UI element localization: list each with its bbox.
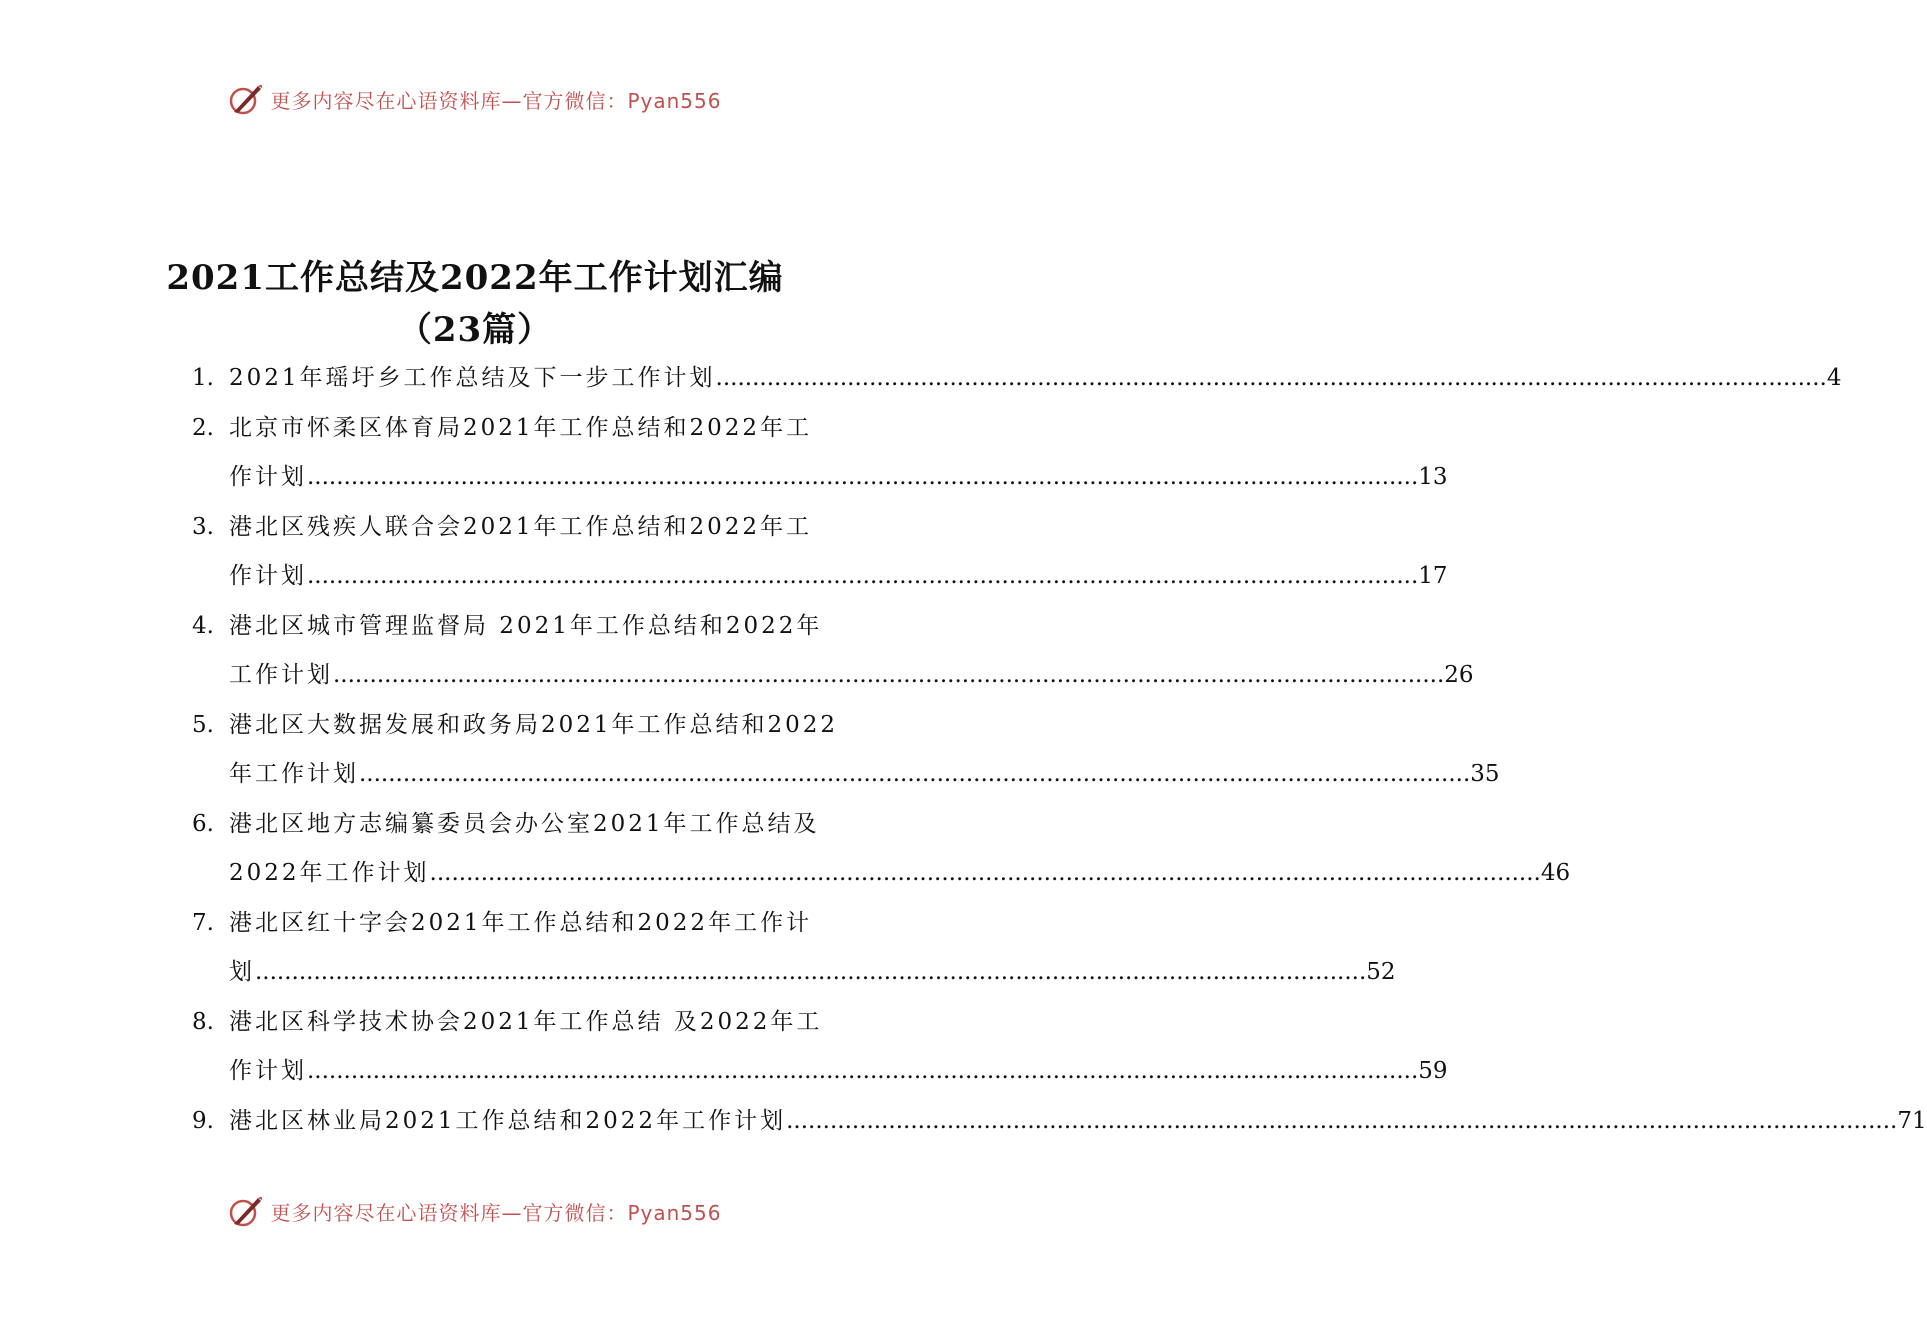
toc-title-continued: 作计划 xyxy=(229,563,307,589)
toc-title: 北京市怀柔区体育局2021年工作总结和2022年工 xyxy=(229,414,813,441)
toc-page-number: 17 xyxy=(1418,563,1448,589)
toc-number: 7. xyxy=(192,909,214,936)
banner-text: 更多内容尽在心语资料库—官方微信：Pyan556 xyxy=(270,1200,722,1225)
toc-page-number: 13 xyxy=(1418,464,1448,490)
leader-dots xyxy=(333,651,1444,701)
toc-title: 港北区城市管理监督局 2021年工作总结和2022年 xyxy=(229,612,823,639)
leader-dots xyxy=(786,1097,1897,1147)
toc-entry[interactable] xyxy=(192,503,1448,602)
toc-entry[interactable] xyxy=(192,1097,1927,1147)
toc-entry[interactable] xyxy=(192,354,1842,404)
toc-entry[interactable] xyxy=(192,602,1474,701)
toc-title-continued: 年工作计划 xyxy=(229,761,359,787)
toc-entry[interactable] xyxy=(192,899,1396,998)
toc-title: 港北区林业局2021工作总结和2022年工作计划 xyxy=(229,1107,787,1134)
toc-number: 3. xyxy=(192,513,214,540)
toc-title-continued: 划 xyxy=(229,959,255,985)
toc-title: 2021年瑶圩乡工作总结及下一步工作计划 xyxy=(229,365,716,391)
leader-dots xyxy=(430,849,1541,899)
toc-title-continued: 2022年工作计划 xyxy=(229,860,430,886)
leader-dots xyxy=(255,948,1366,998)
table-of-contents xyxy=(192,354,1927,1146)
toc-page-number: 35 xyxy=(1470,761,1500,787)
footer-banner xyxy=(0,1194,950,1228)
toc-page-number: 26 xyxy=(1444,662,1474,688)
toc-page-number: 71 xyxy=(1897,1107,1927,1134)
header-banner xyxy=(0,82,950,116)
toc-title: 港北区地方志编纂委员会办公室2021年工作总结及 xyxy=(229,810,820,837)
leader-dots xyxy=(307,552,1418,602)
toc-number: 2. xyxy=(192,414,214,441)
toc-entry[interactable] xyxy=(192,701,1500,800)
toc-page-number: 46 xyxy=(1540,860,1571,886)
leader-dots xyxy=(307,1047,1418,1097)
leader-dots xyxy=(359,750,1470,800)
toc-number: 6. xyxy=(192,810,214,837)
leader-dots xyxy=(307,453,1418,503)
toc-title: 港北区科学技术协会2021年工作总结 及2022年工 xyxy=(229,1008,823,1035)
toc-number: 1. xyxy=(192,365,214,391)
toc-number: 9. xyxy=(192,1107,214,1134)
quill-pen-logo-icon xyxy=(228,82,264,116)
toc-title-continued: 作计划 xyxy=(229,464,307,490)
toc-number: 8. xyxy=(192,1008,214,1035)
toc-page-number: 4 xyxy=(1826,365,1842,391)
quill-pen-logo-icon xyxy=(228,1194,264,1228)
banner-text: 更多内容尽在心语资料库—官方微信：Pyan556 xyxy=(270,88,722,113)
toc-entry[interactable] xyxy=(192,998,1448,1097)
toc-title: 港北区大数据发展和政务局2021年工作总结和2022 xyxy=(229,711,839,738)
toc-page-number: 52 xyxy=(1366,959,1396,985)
toc-number: 4. xyxy=(192,612,214,639)
toc-entry[interactable] xyxy=(192,800,1571,899)
toc-title-continued: 工作计划 xyxy=(229,662,333,688)
toc-page-number: 59 xyxy=(1418,1058,1448,1084)
toc-number: 5. xyxy=(192,711,214,738)
document-title: 2021工作总结及2022年工作计划汇编（23篇） xyxy=(166,258,784,350)
leader-dots xyxy=(716,354,1827,404)
toc-title: 港北区残疾人联合会2021年工作总结和2022年工 xyxy=(229,513,813,540)
toc-title: 港北区红十字会2021年工作总结和2022年工作计 xyxy=(229,909,813,936)
toc-entry[interactable] xyxy=(192,404,1448,503)
toc-title-continued: 作计划 xyxy=(229,1058,307,1084)
